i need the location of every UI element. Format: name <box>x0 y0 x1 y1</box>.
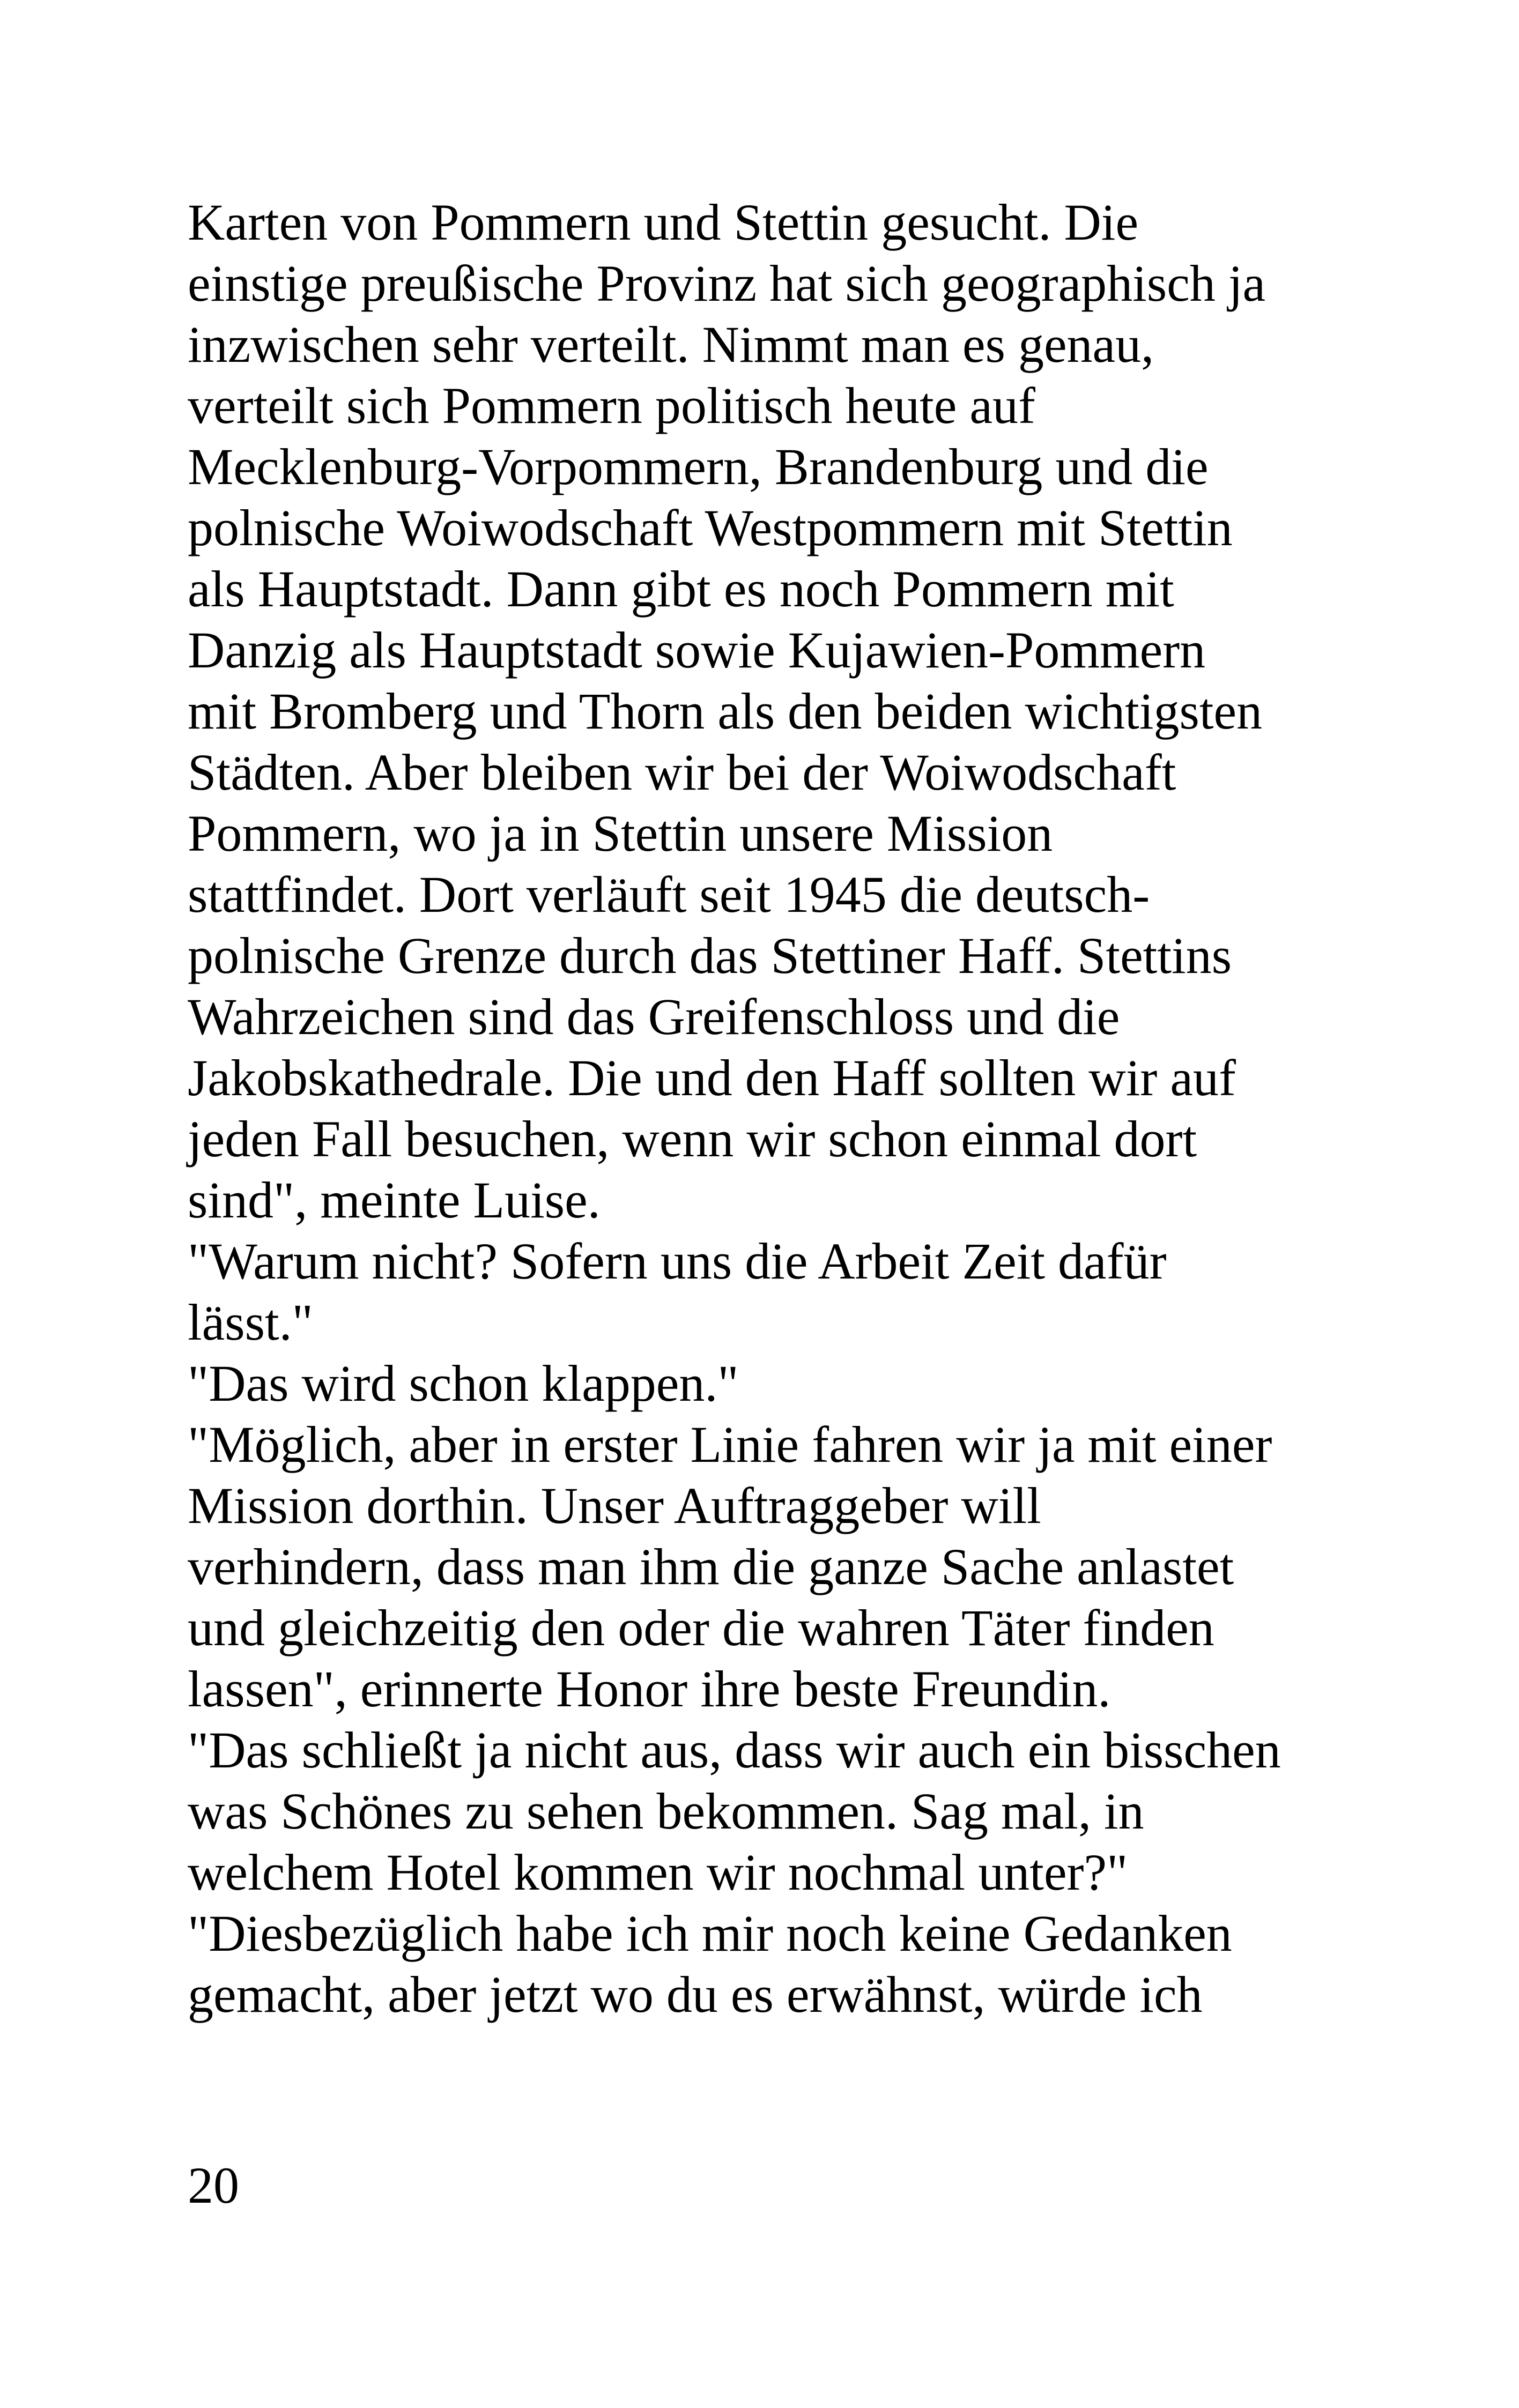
text-line: mit Bromberg und Thorn als den beiden wichtigsten <box>188 682 1263 740</box>
text-line: "Warum nicht? Sofern uns die Arbeit Zeit dafür <box>188 1232 1167 1290</box>
page-number: 20 <box>188 2157 239 2214</box>
text-line: verteilt sich Pommern politisch heute auf <box>188 377 1035 434</box>
text-line: Pommern, wo ja in Stettin unsere Mission <box>188 805 1053 862</box>
text-line: stattfindet. Dort verläuft seit 1945 die deutsch- <box>188 866 1150 923</box>
text-line: inzwischen sehr verteilt. Nimmt man es genau, <box>188 316 1154 373</box>
text-line: jeden Fall besuchen, wenn wir schon einmal dort <box>188 1110 1197 1168</box>
text-line: und gleichzeitig den oder die wahren Täter finden <box>188 1599 1214 1656</box>
text-line: lässt." <box>188 1294 313 1351</box>
text-line: einstige preußische Provinz hat sich geographisch ja <box>188 255 1266 312</box>
text-line: Karten von Pommern und Stettin gesucht. Die <box>188 194 1139 251</box>
text-line: Mission dorthin. Unser Auftraggeber will <box>188 1477 1041 1534</box>
text-line: Jakobskathedrale. Die und den Haff sollten wir auf <box>188 1049 1236 1106</box>
text-line: lassen", erinnerte Honor ihre beste Freundin. <box>188 1660 1111 1718</box>
text-line: verhindern, dass man ihm die ganze Sache anlastet <box>188 1538 1234 1595</box>
text-line: polnische Grenze durch das Stettiner Haff. Stettins <box>188 927 1232 984</box>
text-line: Danzig als Hauptstadt sowie Kujawien-Pommern <box>188 621 1206 679</box>
text-line: Wahrzeichen sind das Greifenschloss und die <box>188 988 1120 1045</box>
text-line: sind", meinte Luise. <box>188 1171 601 1229</box>
text-line: "Das schließt ja nicht aus, dass wir auch ein bisschen <box>188 1721 1281 1779</box>
text-line: gemacht, aber jetzt wo du es erwähnst, würde ich <box>188 1966 1203 2023</box>
text-line: "Möglich, aber in erster Linie fahren wir ja mit einer <box>188 1416 1272 1473</box>
text-line: "Diesbezüglich habe ich mir noch keine Gedanken <box>188 1905 1232 1962</box>
text-line: polnische Woiwodschaft Westpommern mit Stettin <box>188 499 1233 556</box>
text-line: welchem Hotel kommen wir nochmal unter?" <box>188 1844 1128 1901</box>
text-line: Städten. Aber bleiben wir bei der Woiwodschaft <box>188 744 1176 801</box>
text-line: was Schönes zu sehen bekommen. Sag mal, in <box>188 1782 1144 1840</box>
text-line: "Das wird schon klappen." <box>188 1355 739 1412</box>
text-line: als Hauptstadt. Dann gibt es noch Pommern mit <box>188 560 1174 618</box>
text-line: Mecklenburg-Vorpommern, Brandenburg und die <box>188 438 1209 495</box>
body-text <box>188 192 1340 2025</box>
